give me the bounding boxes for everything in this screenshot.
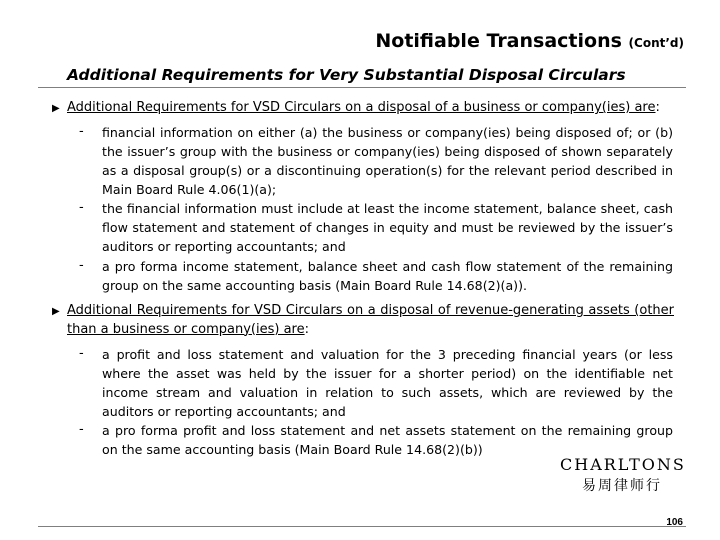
section-1-lead-tail: : (655, 100, 660, 115)
section-1-item-2: the financial information must include at least the income statement, balance sheet, cash flow statement and statement of changes in equity and must be reviewed by the issuer’s auditors or reporting accountants; and (102, 201, 673, 254)
section-1-item-3-dash: - (79, 258, 84, 273)
section-1-lead (67, 99, 674, 118)
section-2-lead-text: Additional Requirements for VSD Circulars on a disposal of revenue-generating assets (other than a business or company(ies) are (67, 303, 674, 337)
page-title (375, 30, 684, 52)
section-1-lead-text: Additional Requirements for VSD Circulars on a disposal of a business or company(ies) are (67, 100, 656, 115)
page-subtitle: Additional Requirements for Very Substantial Disposal Circulars (67, 66, 626, 84)
title-suffix: (Cont’d) (628, 36, 684, 50)
section-2-lead-tail: : (304, 321, 309, 337)
section-1-bullet-icon: ▶ (52, 103, 60, 114)
section-2-item-1: a profit and loss statement and valuation for the 3 preceding financial years (or less where the asset was held by the issuer for a shorter period) on the identifiable net income stream and valuation in relation to such assets, which are reviewed by the auditors or reporting accountants; and (102, 347, 673, 419)
section-2-item-2-dash: - (79, 422, 84, 437)
section-1-item-1-dash: - (79, 124, 84, 139)
section-2-item-1-dash: - (79, 346, 84, 361)
section-2-item-2: a pro forma profit and loss statement and net assets statement on the remaining group on the same accounting basis (Main Board Rule 14.68(2)(b)) (102, 423, 673, 457)
section-1-item-2-dash: - (79, 200, 84, 215)
bottom-divider (38, 526, 686, 527)
section-2-bullet-icon: ▶ (52, 306, 60, 317)
logo-name-cn: 易周律师行 (582, 478, 662, 494)
title-main: Notifiable Transactions (375, 30, 622, 52)
section-1-item-1: financial information on either (a) the business or company(ies) being disposed of; or (b) the issuer’s group with the business or company(ies) being disposed of shown separately as a disposal group(s) or a discontinuing operation(s) for the relevant period described in Main Board Rule 4.06(1)(a); (102, 125, 673, 197)
logo-name-en: CHARLTONS (560, 455, 686, 474)
charltons-logo (560, 455, 684, 495)
page-number: 106 (666, 517, 683, 528)
section-1-item-3: a pro forma income statement, balance sheet and cash flow statement of the remaining group on the same accounting basis (Main Board Rule 14.68(2)(a)). (102, 259, 673, 293)
top-divider (38, 87, 686, 88)
section-2-lead (67, 302, 674, 339)
